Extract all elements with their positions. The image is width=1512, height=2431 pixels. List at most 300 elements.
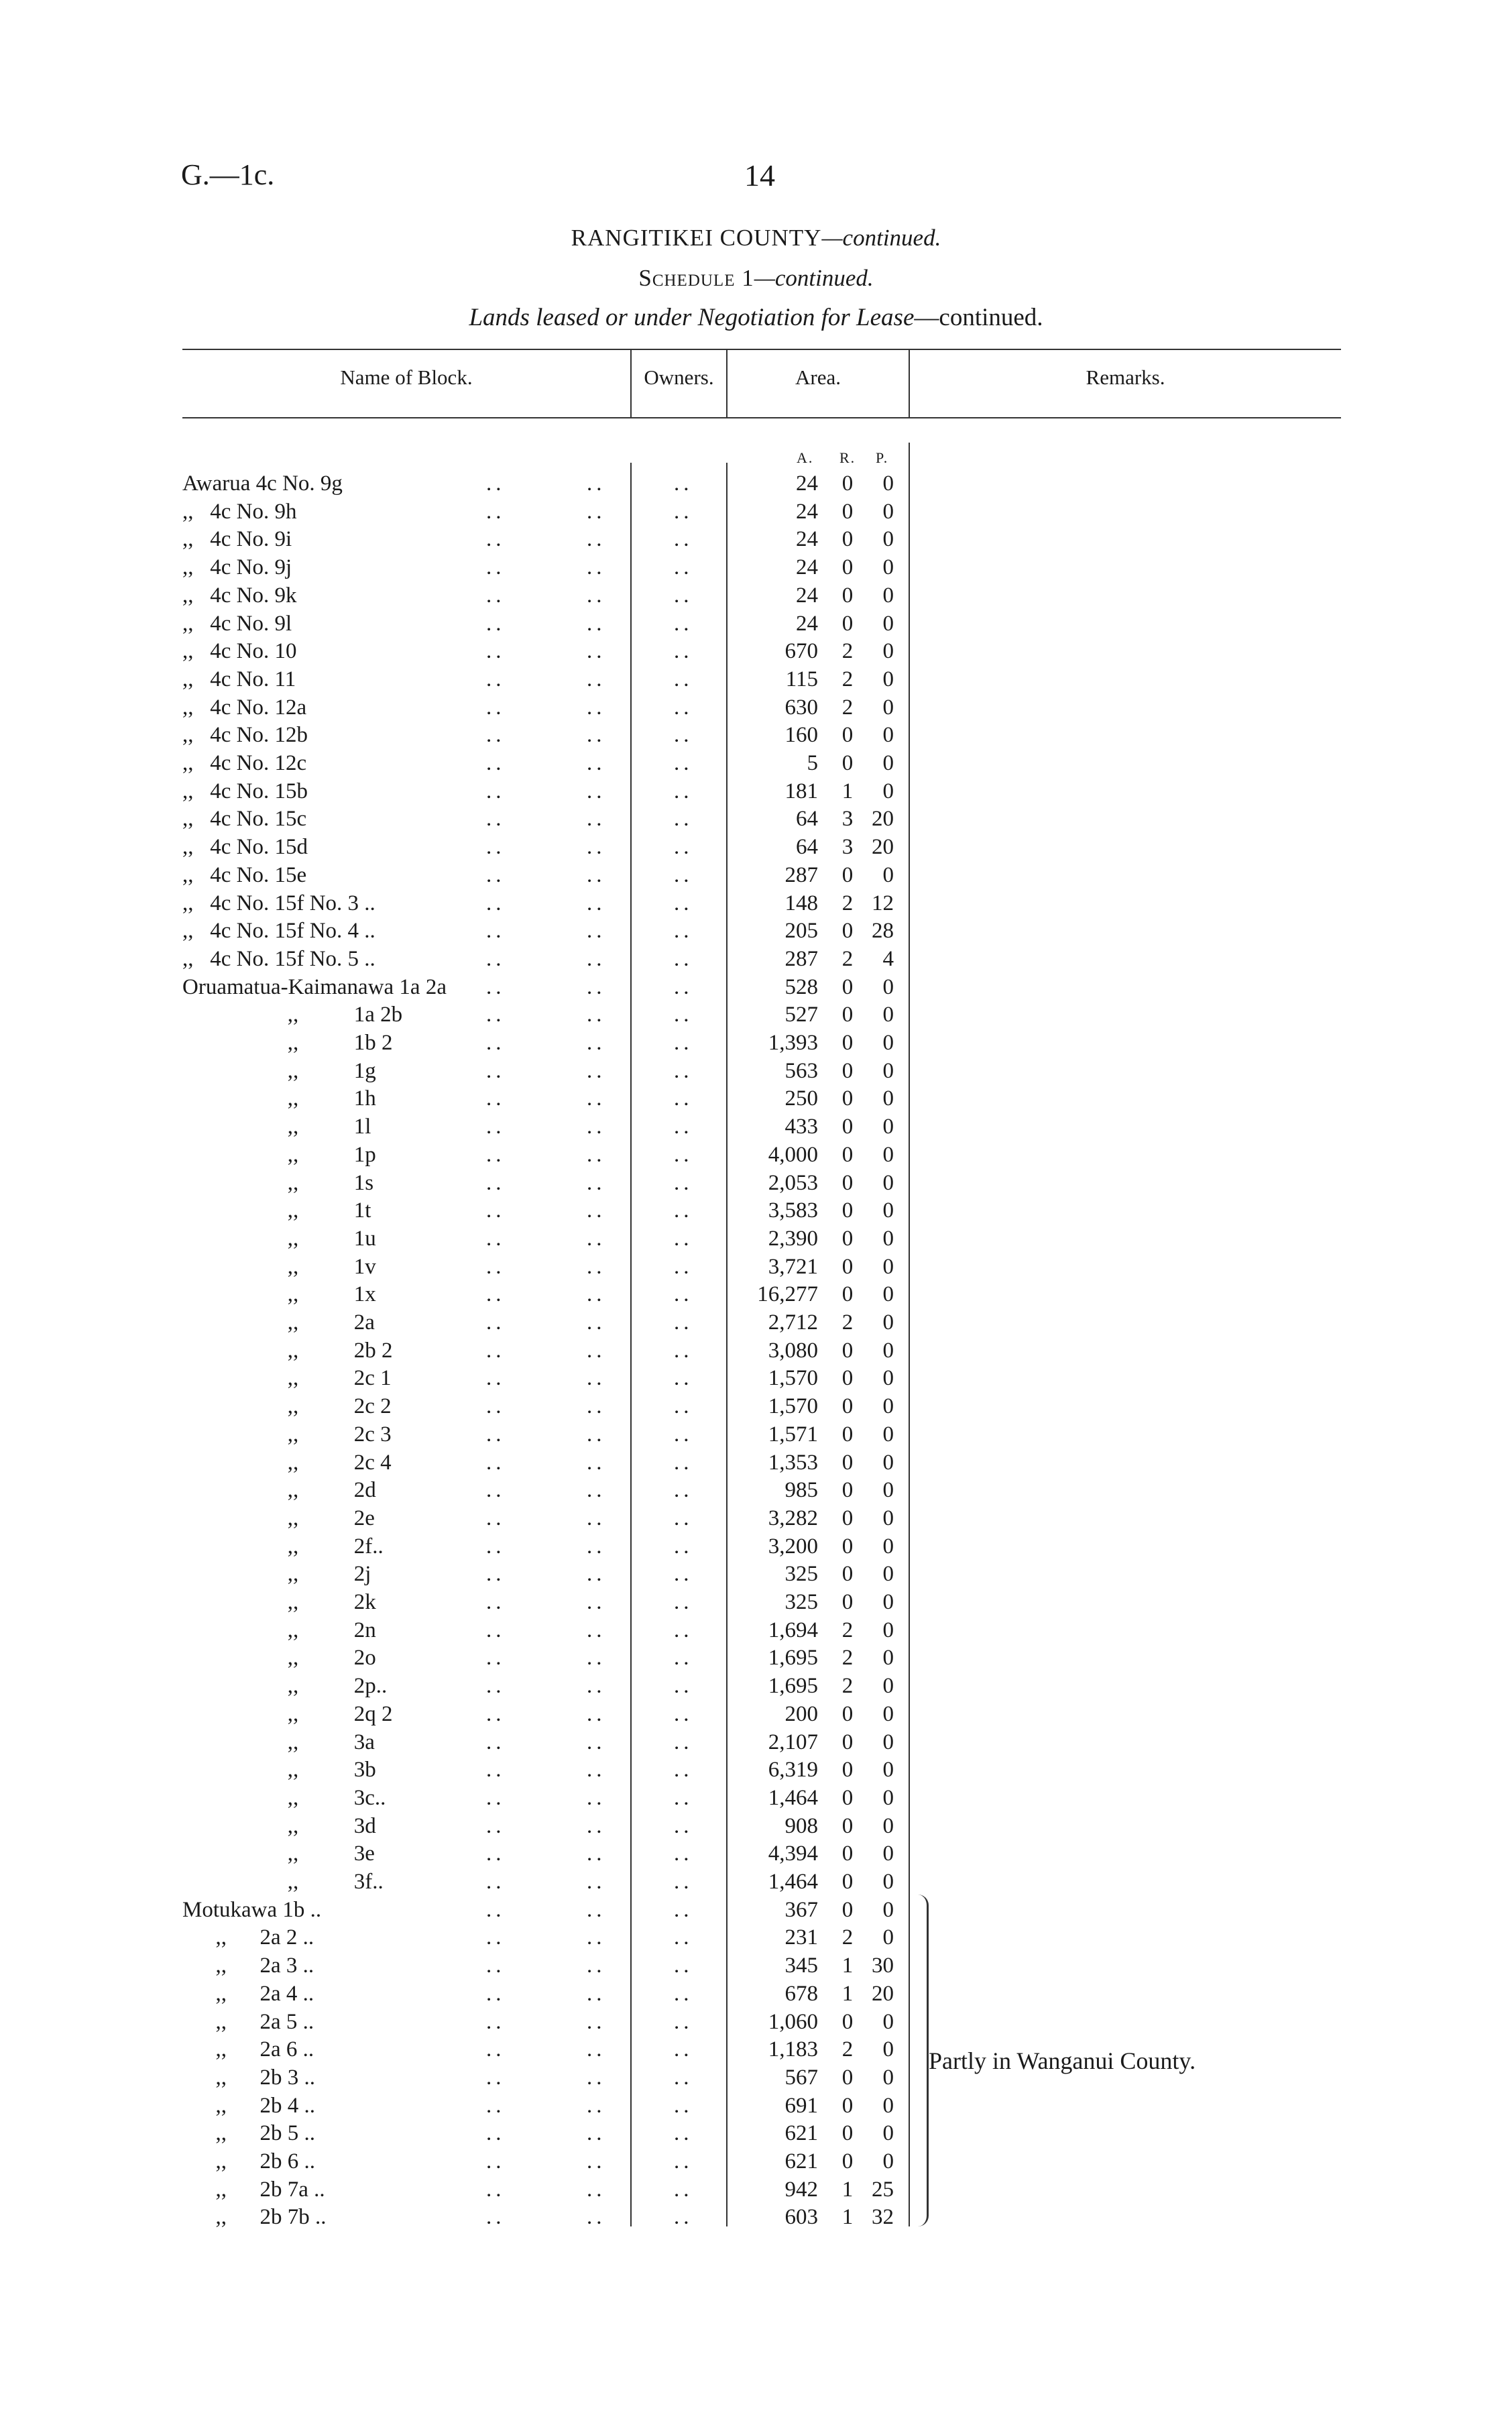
area-acres: 527 bbox=[784, 1003, 818, 1027]
leader-dots: .. bbox=[587, 723, 606, 748]
leader-dots: .. bbox=[674, 555, 693, 580]
leader-dots: .. bbox=[486, 1478, 506, 1503]
leader-dots: .. bbox=[486, 2121, 506, 2146]
leader-dots: .. bbox=[674, 891, 693, 915]
area-roods: 0 bbox=[841, 1590, 854, 1614]
area-roods: 2 bbox=[841, 946, 854, 971]
area-perches: 0 bbox=[882, 974, 894, 999]
leader-dots: .. bbox=[674, 1562, 693, 1587]
block-name: ,, 1v bbox=[182, 1254, 376, 1279]
leader-dots: .. bbox=[486, 2205, 506, 2230]
leader-dots: .. bbox=[486, 1870, 506, 1894]
table-row bbox=[0, 1225, 1512, 1253]
leader-dots: .. bbox=[587, 835, 606, 860]
leader-dots: .. bbox=[674, 1115, 693, 1139]
leader-dots: .. bbox=[587, 695, 606, 720]
leader-dots: .. bbox=[486, 583, 506, 608]
area-acres: 1,464 bbox=[768, 1785, 818, 1810]
area-acres: 1,695 bbox=[768, 1646, 818, 1671]
leader-dots: .. bbox=[486, 611, 506, 636]
leader-dots: .. bbox=[486, 1170, 506, 1195]
leader-dots: .. bbox=[486, 695, 506, 720]
leader-dots: .. bbox=[674, 946, 693, 971]
schedule-title bbox=[0, 265, 1512, 292]
area-acres: 345 bbox=[784, 1954, 818, 1978]
table-row bbox=[0, 2092, 1512, 2120]
table-row bbox=[0, 2119, 1512, 2147]
area-perches: 0 bbox=[882, 1058, 894, 1083]
leader-dots: .. bbox=[674, 2149, 693, 2173]
leader-dots: .. bbox=[587, 1897, 606, 1922]
table-row bbox=[0, 665, 1512, 693]
leader-dots: .. bbox=[486, 1394, 506, 1419]
leader-dots: .. bbox=[674, 1031, 693, 1055]
area-roods: 0 bbox=[841, 527, 854, 552]
table-row bbox=[0, 469, 1512, 498]
leader-dots: .. bbox=[674, 1758, 693, 1783]
area-roods: 0 bbox=[841, 1897, 854, 1922]
unit-roods: R. bbox=[839, 449, 856, 466]
block-name: ,, 3d bbox=[182, 1813, 376, 1838]
table-row bbox=[0, 1812, 1512, 1840]
area-acres: 691 bbox=[784, 2093, 818, 2118]
county-continued: —continued. bbox=[821, 225, 941, 251]
area-perches: 0 bbox=[882, 667, 894, 691]
leader-dots: .. bbox=[486, 2093, 506, 2118]
leader-dots: .. bbox=[674, 1870, 693, 1894]
table-row bbox=[0, 1923, 1512, 1952]
leader-dots: .. bbox=[674, 1422, 693, 1447]
leader-dots: .. bbox=[486, 835, 506, 860]
leader-dots: .. bbox=[674, 1618, 693, 1642]
area-roods: 0 bbox=[841, 1254, 854, 1279]
leader-dots: .. bbox=[587, 583, 606, 608]
area-perches: 0 bbox=[882, 1562, 894, 1587]
area-perches: 0 bbox=[882, 1618, 894, 1642]
area-roods: 2 bbox=[841, 639, 854, 664]
table-row bbox=[0, 2147, 1512, 2175]
schedule-name: Schedule 1 bbox=[638, 265, 754, 291]
leader-dots: .. bbox=[587, 1813, 606, 1838]
area-perches: 20 bbox=[872, 835, 894, 860]
area-roods: 0 bbox=[841, 2009, 854, 2034]
leader-dots: .. bbox=[486, 2037, 506, 2062]
leader-dots: .. bbox=[674, 2093, 693, 2118]
leader-dots: .. bbox=[486, 1422, 506, 1447]
area-perches: 0 bbox=[882, 1785, 894, 1810]
leader-dots: .. bbox=[587, 1701, 606, 1726]
leader-dots: .. bbox=[486, 1003, 506, 1027]
block-name: ,, 4c No. 12c bbox=[182, 751, 307, 775]
area-acres: 16,277 bbox=[757, 1282, 818, 1307]
area-perches: 0 bbox=[882, 1422, 894, 1447]
leader-dots: .. bbox=[486, 751, 506, 775]
leader-dots: .. bbox=[587, 667, 606, 691]
leader-dots: .. bbox=[674, 1506, 693, 1530]
area-acres: 4,394 bbox=[768, 1842, 818, 1866]
area-roods: 0 bbox=[841, 2149, 854, 2173]
block-name: ,, 1a 2b bbox=[182, 1003, 403, 1027]
block-name: ,, 2a 4 .. bbox=[182, 1981, 314, 2006]
area-roods: 0 bbox=[841, 1366, 854, 1391]
area-perches: 0 bbox=[882, 1086, 894, 1111]
unit-perches: P. bbox=[876, 449, 889, 466]
leader-dots: .. bbox=[674, 1842, 693, 1866]
leader-dots: .. bbox=[486, 1031, 506, 1055]
block-name: ,, 2a 2 .. bbox=[182, 1925, 314, 1950]
leader-dots: .. bbox=[674, 1282, 693, 1307]
area-roods: 1 bbox=[841, 2177, 854, 2202]
area-acres: 2,053 bbox=[768, 1170, 818, 1195]
section-title bbox=[0, 303, 1512, 332]
leader-dots: .. bbox=[674, 667, 693, 691]
leader-dots: .. bbox=[674, 751, 693, 775]
table-row bbox=[0, 1672, 1512, 1700]
leader-dots: .. bbox=[674, 1366, 693, 1391]
schedule-continued: —continued. bbox=[754, 265, 874, 291]
leader-dots: .. bbox=[587, 499, 606, 524]
leader-dots: .. bbox=[587, 1954, 606, 1978]
area-roods: 1 bbox=[841, 2205, 854, 2230]
area-perches: 0 bbox=[882, 1394, 894, 1419]
leader-dots: .. bbox=[674, 1254, 693, 1279]
area-perches: 0 bbox=[882, 1897, 894, 1922]
leader-dots: .. bbox=[587, 974, 606, 999]
area-roods: 0 bbox=[841, 1842, 854, 1866]
block-name: ,, 4c No. 15d bbox=[182, 835, 308, 860]
leader-dots: .. bbox=[674, 862, 693, 887]
area-acres: 630 bbox=[784, 695, 818, 720]
area-acres: 1,353 bbox=[768, 1450, 818, 1475]
area-perches: 20 bbox=[872, 807, 894, 832]
area-roods: 0 bbox=[841, 1785, 854, 1810]
area-roods: 2 bbox=[841, 1674, 854, 1699]
leader-dots: .. bbox=[587, 1618, 606, 1642]
table-row bbox=[0, 637, 1512, 665]
area-acres: 148 bbox=[784, 891, 818, 915]
area-perches: 20 bbox=[872, 1981, 894, 2006]
table-row bbox=[0, 1196, 1512, 1225]
col-header-remarks: Remarks. bbox=[1086, 365, 1165, 389]
area-roods: 0 bbox=[841, 499, 854, 524]
leader-dots: .. bbox=[587, 1870, 606, 1894]
leader-dots: .. bbox=[486, 1758, 506, 1783]
area-acres: 942 bbox=[784, 2177, 818, 2202]
table-row bbox=[0, 721, 1512, 749]
leader-dots: .. bbox=[587, 1478, 606, 1503]
leader-dots: .. bbox=[486, 527, 506, 552]
area-perches: 0 bbox=[882, 1450, 894, 1475]
area-acres: 670 bbox=[784, 639, 818, 664]
area-roods: 0 bbox=[841, 1170, 854, 1195]
area-perches: 0 bbox=[882, 1758, 894, 1783]
block-name: ,, 4c No. 15f No. 3 .. bbox=[182, 891, 375, 915]
table-row bbox=[0, 610, 1512, 638]
leader-dots: .. bbox=[486, 1450, 506, 1475]
block-name: ,, 2b 4 .. bbox=[182, 2093, 315, 2118]
table-row bbox=[0, 1980, 1512, 2008]
table-row bbox=[0, 833, 1512, 861]
area-perches: 0 bbox=[882, 1730, 894, 1754]
area-perches: 0 bbox=[882, 1534, 894, 1559]
area-perches: 0 bbox=[882, 583, 894, 608]
block-name: ,, 2j bbox=[182, 1562, 371, 1587]
area-roods: 0 bbox=[841, 1730, 854, 1754]
table-row bbox=[0, 945, 1512, 973]
leader-dots: .. bbox=[587, 1282, 606, 1307]
block-name: ,, 4c No. 15f No. 5 .. bbox=[182, 946, 375, 971]
block-name: ,, 1x bbox=[182, 1282, 376, 1307]
area-acres: 287 bbox=[784, 862, 818, 887]
area-perches: 28 bbox=[872, 919, 894, 944]
table-row bbox=[0, 1728, 1512, 1756]
area-perches: 0 bbox=[882, 1142, 894, 1167]
leader-dots: .. bbox=[486, 891, 506, 915]
leader-dots: .. bbox=[587, 1254, 606, 1279]
leader-dots: .. bbox=[486, 1534, 506, 1559]
leader-dots: .. bbox=[486, 1058, 506, 1083]
area-acres: 64 bbox=[796, 807, 818, 832]
area-perches: 0 bbox=[882, 471, 894, 496]
area-roods: 2 bbox=[841, 2037, 854, 2062]
leader-dots: .. bbox=[486, 1646, 506, 1671]
leader-dots: .. bbox=[486, 639, 506, 664]
leader-dots: .. bbox=[486, 1897, 506, 1922]
table-row bbox=[0, 1337, 1512, 1365]
leader-dots: .. bbox=[674, 1310, 693, 1335]
area-roods: 0 bbox=[841, 1003, 854, 1027]
block-name: Oruamatua-Kaimanawa 1a 2a bbox=[182, 974, 447, 999]
leader-dots: .. bbox=[587, 1981, 606, 2006]
area-perches: 0 bbox=[882, 2037, 894, 2062]
area-roods: 0 bbox=[841, 1562, 854, 1587]
table-header-rule bbox=[182, 417, 1341, 418]
table-row bbox=[0, 1952, 1512, 1980]
area-roods: 0 bbox=[841, 1478, 854, 1503]
block-name: ,, 1l bbox=[182, 1115, 371, 1139]
block-name: ,, 4c No. 11 bbox=[182, 667, 296, 691]
leader-dots: .. bbox=[674, 1170, 693, 1195]
block-name: ,, 1u bbox=[182, 1226, 376, 1251]
block-name: ,, 3e bbox=[182, 1842, 375, 1866]
area-acres: 231 bbox=[784, 1925, 818, 1950]
area-acres: 4,000 bbox=[768, 1142, 818, 1167]
table-row bbox=[0, 525, 1512, 553]
table-row bbox=[0, 1588, 1512, 1616]
area-acres: 1,694 bbox=[768, 1618, 818, 1642]
leader-dots: .. bbox=[486, 974, 506, 999]
area-acres: 24 bbox=[796, 611, 818, 636]
block-name: ,, 4c No. 15e bbox=[182, 862, 307, 887]
table-row bbox=[0, 498, 1512, 526]
leader-dots: .. bbox=[674, 1338, 693, 1363]
leader-dots: .. bbox=[486, 946, 506, 971]
block-name: ,, 2q 2 bbox=[182, 1701, 393, 1726]
leader-dots: .. bbox=[486, 1701, 506, 1726]
block-name: ,, 3f.. bbox=[182, 1870, 384, 1894]
leader-dots: .. bbox=[674, 527, 693, 552]
block-name: ,, 2a 3 .. bbox=[182, 1954, 314, 1978]
area-perches: 0 bbox=[882, 2065, 894, 2090]
block-name: ,, 4c No. 9k bbox=[182, 583, 297, 608]
leader-dots: .. bbox=[486, 1198, 506, 1223]
area-perches: 0 bbox=[882, 639, 894, 664]
area-roods: 0 bbox=[841, 2065, 854, 2090]
leader-dots: .. bbox=[674, 1086, 693, 1111]
block-name: ,, 1s bbox=[182, 1170, 374, 1195]
leader-dots: .. bbox=[486, 862, 506, 887]
leader-dots: .. bbox=[674, 499, 693, 524]
area-perches: 0 bbox=[882, 1870, 894, 1894]
block-name: ,, 1g bbox=[182, 1058, 376, 1083]
table-row bbox=[0, 861, 1512, 889]
area-acres: 367 bbox=[784, 1897, 818, 1922]
leader-dots: .. bbox=[486, 1338, 506, 1363]
section-title-italic: Lands leased or under Negotiation for Lease bbox=[469, 304, 915, 331]
leader-dots: .. bbox=[486, 2177, 506, 2202]
block-name: ,, 2b 7b .. bbox=[182, 2205, 327, 2230]
block-name: ,, 2c 2 bbox=[182, 1394, 392, 1419]
area-perches: 0 bbox=[882, 1310, 894, 1335]
area-perches: 0 bbox=[882, 779, 894, 803]
area-acres: 1,571 bbox=[768, 1422, 818, 1447]
area-perches: 0 bbox=[882, 2093, 894, 2118]
area-roods: 0 bbox=[841, 1198, 854, 1223]
leader-dots: .. bbox=[674, 1590, 693, 1614]
area-roods: 0 bbox=[841, 1115, 854, 1139]
leader-dots: .. bbox=[486, 499, 506, 524]
area-roods: 0 bbox=[841, 1422, 854, 1447]
area-perches: 0 bbox=[882, 499, 894, 524]
leader-dots: .. bbox=[587, 2065, 606, 2090]
area-acres: 181 bbox=[784, 779, 818, 803]
table-row bbox=[0, 749, 1512, 777]
area-acres: 433 bbox=[784, 1115, 818, 1139]
leader-dots: .. bbox=[486, 1254, 506, 1279]
block-name: ,, 2p.. bbox=[182, 1674, 388, 1699]
leader-dots: .. bbox=[587, 1310, 606, 1335]
leader-dots: .. bbox=[587, 1534, 606, 1559]
area-acres: 5 bbox=[807, 751, 818, 775]
block-name: ,, 3a bbox=[182, 1730, 375, 1754]
leader-dots: .. bbox=[587, 471, 606, 496]
area-roods: 0 bbox=[841, 1870, 854, 1894]
block-name: ,, 2b 7a .. bbox=[182, 2177, 325, 2202]
area-acres: 528 bbox=[784, 974, 818, 999]
block-name: ,, 4c No. 9h bbox=[182, 499, 297, 524]
county-name: RANGITIKEI COUNTY bbox=[571, 225, 822, 251]
block-name: ,, 2a 5 .. bbox=[182, 2009, 314, 2034]
leader-dots: .. bbox=[674, 1058, 693, 1083]
unit-acres: A. bbox=[797, 449, 814, 466]
area-acres: 6,319 bbox=[768, 1758, 818, 1783]
table-row bbox=[0, 1001, 1512, 1029]
leader-dots: .. bbox=[674, 695, 693, 720]
area-acres: 3,721 bbox=[768, 1254, 818, 1279]
leader-dots: .. bbox=[587, 1674, 606, 1699]
table-row bbox=[0, 1449, 1512, 1477]
area-acres: 3,282 bbox=[768, 1506, 818, 1530]
table-row bbox=[0, 2035, 1512, 2063]
area-acres: 3,583 bbox=[768, 1198, 818, 1223]
area-acres: 1,464 bbox=[768, 1870, 818, 1894]
leader-dots: .. bbox=[587, 2121, 606, 2146]
leader-dots: .. bbox=[674, 1646, 693, 1671]
block-name: ,, 4c No. 12a bbox=[182, 695, 307, 720]
leader-dots: .. bbox=[674, 1785, 693, 1810]
col-header-name: Name of Block. bbox=[340, 365, 473, 389]
leader-dots: .. bbox=[587, 1925, 606, 1950]
area-perches: 0 bbox=[882, 1338, 894, 1363]
leader-dots: .. bbox=[587, 1170, 606, 1195]
area-roods: 0 bbox=[841, 751, 854, 775]
leader-dots: .. bbox=[674, 2009, 693, 2034]
area-roods: 0 bbox=[841, 1338, 854, 1363]
area-perches: 0 bbox=[882, 1701, 894, 1726]
leader-dots: .. bbox=[587, 2037, 606, 2062]
table-row bbox=[0, 2063, 1512, 2092]
leader-dots: .. bbox=[587, 2009, 606, 2034]
table-row bbox=[0, 1420, 1512, 1449]
area-acres: 678 bbox=[784, 1981, 818, 2006]
area-acres: 3,200 bbox=[768, 1534, 818, 1559]
area-perches: 0 bbox=[882, 611, 894, 636]
leader-dots: .. bbox=[486, 723, 506, 748]
table-row bbox=[0, 1840, 1512, 1868]
block-name: ,, 4c No. 9i bbox=[182, 527, 292, 552]
area-perches: 4 bbox=[882, 946, 894, 971]
area-acres: 325 bbox=[784, 1562, 818, 1587]
table-row bbox=[0, 1364, 1512, 1392]
area-acres: 1,695 bbox=[768, 1674, 818, 1699]
area-acres: 24 bbox=[796, 527, 818, 552]
area-acres: 2,712 bbox=[768, 1310, 818, 1335]
leader-dots: .. bbox=[674, 583, 693, 608]
area-acres: 24 bbox=[796, 555, 818, 580]
area-roods: 2 bbox=[841, 1646, 854, 1671]
block-name: ,, 2b 6 .. bbox=[182, 2149, 315, 2173]
leader-dots: .. bbox=[587, 1115, 606, 1139]
leader-dots: .. bbox=[674, 2037, 693, 2062]
table-row bbox=[0, 1616, 1512, 1644]
leader-dots: .. bbox=[674, 639, 693, 664]
document-reference: G.—1c. bbox=[181, 158, 275, 191]
table-row bbox=[0, 1560, 1512, 1588]
area-roods: 0 bbox=[841, 1226, 854, 1251]
area-perches: 0 bbox=[882, 1198, 894, 1223]
block-name: ,, 2n bbox=[182, 1618, 376, 1642]
leader-dots: .. bbox=[587, 2205, 606, 2230]
table-row bbox=[0, 1896, 1512, 1924]
area-perches: 0 bbox=[882, 1925, 894, 1950]
leader-dots: .. bbox=[486, 1925, 506, 1950]
leader-dots: .. bbox=[674, 2205, 693, 2230]
area-acres: 2,390 bbox=[768, 1226, 818, 1251]
leader-dots: .. bbox=[587, 1785, 606, 1810]
area-roods: 2 bbox=[841, 1618, 854, 1642]
block-name: ,, 4c No. 15c bbox=[182, 807, 307, 832]
area-acres: 115 bbox=[785, 667, 818, 691]
block-name: ,, 3b bbox=[182, 1758, 376, 1783]
area-roods: 2 bbox=[841, 695, 854, 720]
area-roods: 0 bbox=[841, 1701, 854, 1726]
remark-brace bbox=[912, 1895, 929, 2226]
leader-dots: .. bbox=[587, 1003, 606, 1027]
leader-dots: .. bbox=[587, 919, 606, 944]
table-row bbox=[0, 805, 1512, 833]
county-title bbox=[0, 225, 1512, 251]
area-acres: 1,060 bbox=[768, 2009, 818, 2034]
